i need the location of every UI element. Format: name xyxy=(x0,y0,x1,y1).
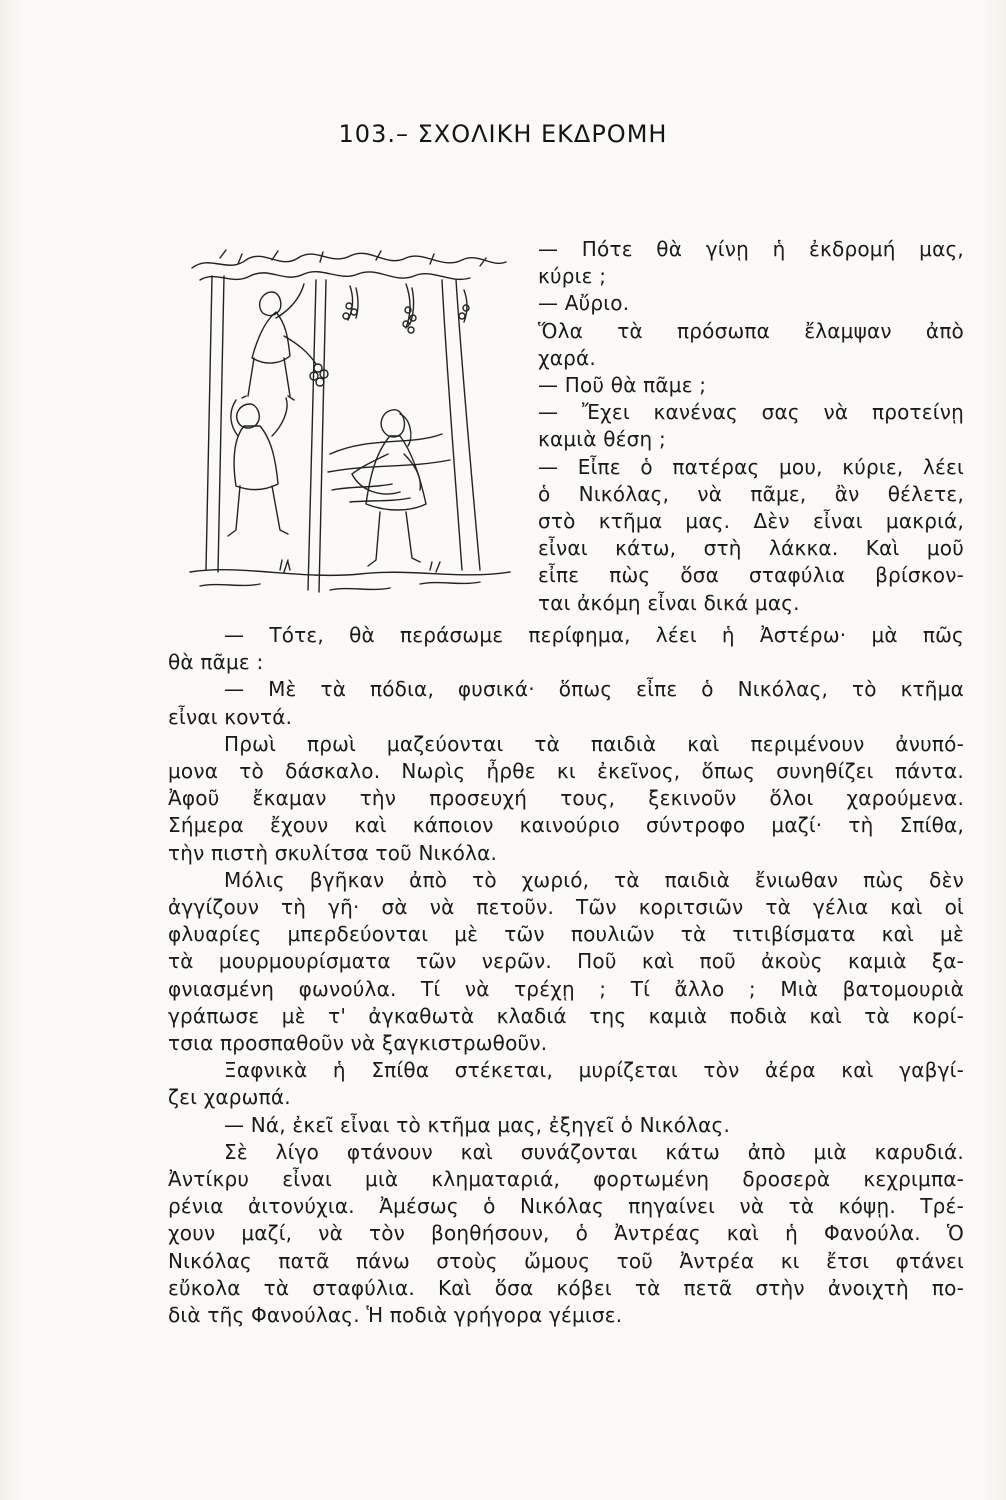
text-line: εἶναι κάτω, στὴ λάκκα. Καὶ μοῦ xyxy=(538,536,964,561)
text-line: ὁ Νικόλας, νὰ πᾶμε, ἂν θέλετε, xyxy=(538,481,964,506)
text-line: μονα τὸ δάσκαλο. Νωρὶς ἦρθε κι ἐκεῖνος, ὅπως συνηθίζει πάντα. xyxy=(168,759,964,784)
text-line: — Εἶπε ὁ πατέρας μου, κύριε, λέει xyxy=(538,454,964,479)
text-line: ἀγγίζουν τὴ γῆ· σὰ νὰ πετοῦν. Τῶν κοριτσιῶν τὰ γέλια καὶ οἱ xyxy=(168,895,964,920)
text-line: — Νά, ἐκεῖ εἶναι τὸ κτῆμα μας, ἐξηγεῖ ὁ Νικόλας. xyxy=(224,1112,731,1137)
text-line: καμιὰ θέση ; xyxy=(538,427,666,452)
text-line: τὰ μουρμουρίσματα τῶν νερῶν. Ποῦ καὶ ποῦ ἀκοὺς καμιὰ ξα- xyxy=(168,949,964,974)
text-line: ζει χαρωπά. xyxy=(168,1085,291,1110)
text-line: Ὅλα τὰ πρόσωπα ἔλαμψαν ἀπὸ xyxy=(538,318,964,343)
text-line: — Ποῦ θὰ πᾶμε ; xyxy=(538,373,707,398)
text-line: εἶναι κοντά. xyxy=(168,704,293,729)
text-line: Ἀντίκρυ εἶναι μιὰ κληματαριά, φορτωμένη δροσερὰ κεχριμπα- xyxy=(168,1167,964,1192)
text-line: — Πότε θὰ γίνῃ ἡ ἐκδρομή μας, xyxy=(538,237,964,261)
text-line: ρένια ἀιτονύχια. Ἀμέσως ὁ Νικόλας πηγαίνει νὰ τὰ κόψῃ. Τρέ- xyxy=(168,1194,964,1219)
grape-harvest-illustration xyxy=(180,240,520,610)
text-line: τὴν πιστὴ σκυλίτσα τοῦ Νικόλα. xyxy=(168,840,498,865)
text-line: Σήμερα ἔχουν καὶ κάποιον καινούριο σύντροφο μαζί· τὴ Σπίθα, xyxy=(168,813,964,838)
text-line: φνιασμένη φωνούλα. Τί νὰ τρέχῃ ; Τί ἄλλο ; Μιὰ βατομουριὰ xyxy=(168,976,964,1001)
main-text-block xyxy=(168,622,964,1329)
text-line: Μόλις βγῆκαν ἀπὸ τὸ χωριό, τὰ παιδιὰ ἔνιωθαν πὼς δὲν xyxy=(224,867,964,892)
text-line: — Τότε, θὰ περάσωμε περίφημα, λέει ἡ Ἀστέρω· μὰ πῶς xyxy=(224,623,964,647)
text-line: Ἀφοῦ ἔκαμαν τὴν προσευχή τους, ξεκινοῦν ὅλοι χαρούμενα. xyxy=(168,786,964,811)
text-line: στὸ κτῆμα μας. Δὲν εἶναι μακριά, xyxy=(538,509,964,534)
side-text-block xyxy=(538,236,964,617)
text-line: Σὲ λίγο φτάνουν καὶ συνάζονται κάτω ἀπὸ μιὰ καρυδιά. xyxy=(224,1139,964,1164)
chapter-title: 103.– ΣΧΟΛΙΚΗ ΕΚΔΡΟΜΗ xyxy=(338,120,668,148)
text-line: τσια προσπαθοῦν νὰ ξαγκιστρωθοῦν. xyxy=(168,1031,548,1056)
text-line: Νικόλας πατᾶ πάνω στοὺς ὤμους τοῦ Ἀντρέα κι ἔτσι φτάνει xyxy=(168,1248,964,1273)
text-line: — Αὔριο. xyxy=(538,291,630,316)
text-line: — Ἔχει κανένας σας νὰ προτείνῃ xyxy=(538,400,964,425)
text-line: διὰ τῆς Φανούλας. Ἡ ποδιὰ γρήγορα γέμισε. xyxy=(168,1303,623,1328)
text-line: γράπωσε μὲ τ' ἀγκαθωτὰ κλαδιά της καμιὰ ποδιὰ καὶ τὰ κορί- xyxy=(168,1003,964,1028)
text-line: Πρωὶ πρωὶ μαζεύονται τὰ παιδιὰ καὶ περιμένουν ἀνυπό- xyxy=(224,731,964,756)
text-line: φλυαρίες μπερδεύονται μὲ τῶν πουλιῶν τὰ τιτιβίσματα καὶ μὲ xyxy=(168,922,964,947)
text-line: ται ἀκόμη εἶναι δικά μας. xyxy=(538,590,800,615)
text-line: θὰ πᾶμε : xyxy=(168,650,264,675)
text-line: — Μὲ τὰ πόδια, φυσικά· ὅπως εἶπε ὁ Νικόλας, τὸ κτῆμα xyxy=(224,677,964,702)
text-line: χουν μαζί, νὰ τὸν βοηθήσουν, ὁ Ἀντρέας καὶ ἡ Φανούλα. Ὁ xyxy=(168,1221,964,1246)
text-line: εὔκολα τὰ σταφύλια. Καὶ ὅσα κόβει τὰ πετᾶ στὴν ἀνοιχτὴ πο- xyxy=(168,1275,964,1300)
text-line: εἶπε πὼς ὅσα σταφύλια βρίσκον- xyxy=(538,563,964,588)
text-line: χαρά. xyxy=(538,345,596,370)
text-line: κύριε ; xyxy=(538,264,607,289)
text-line: Ξαφνικὰ ἡ Σπίθα στέκεται, μυρίζεται τὸν ἀέρα καὶ γαβγί- xyxy=(224,1058,964,1083)
